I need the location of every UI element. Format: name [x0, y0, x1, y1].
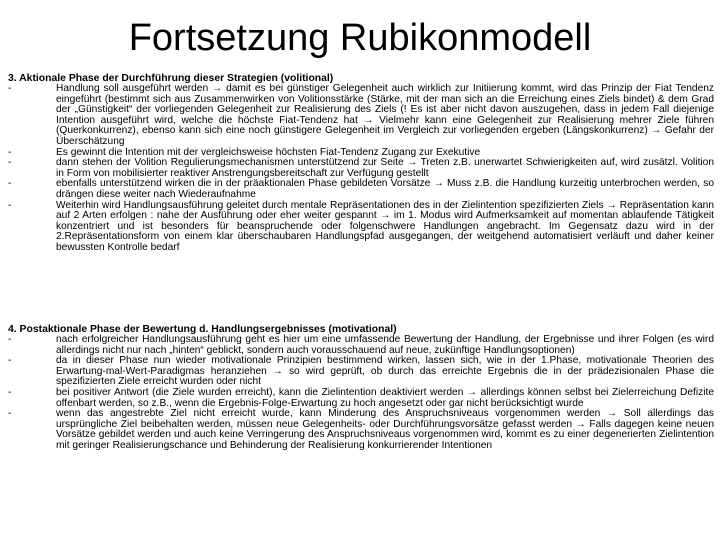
heading-text: 3. Aktionale Phase der Durchführung dieser Strategien: [8, 73, 278, 84]
section-postaktionale-phase: [8, 324, 714, 452]
bullet-text: Weiterhin wird Handlungsausführung geleitet durch mentale Repräsentationen des in der Zielintention spezifizierten Ziels → Repräsentation kann auf 2 Arten erfolgen : nahe der Ausführung oder eher weiter gespannt → im 1. Modus wird Aufmerksamkeit auf momentan ablaufende Tätigkeit konzentriert und ist besonders für beanspruchende oder folgenschwere Handlungen angebracht. Im Gegensatz dazu wird in der 2.Repräsentationsform von einem klar überschaubaren Handlungspfad ausgegangen, der weitgehend automatisiert verläuft und daher keiner bewussten Kontrolle bedarf: [56, 199, 714, 253]
dash-bullet: -: [8, 408, 12, 420]
bullet-text: Es gewinnt die Intention mit der vergleichsweise höchsten Fiat-Tendenz Zugang zur Exekutive: [56, 146, 481, 158]
bullet-item: [8, 335, 714, 356]
bullet-text: ebenfalls unterstützend wirken die in der präaktionalen Phase gebildeten Vorsätze → Muss z.B. die Handlung kurzeitig unterbrochen werden, so drängen diese weiter nach Wiederaufnahme: [56, 178, 714, 200]
bullet-text: da in dieser Phase nun wieder motivationale Prinzipien bestimmend wirken, lassen sich, wie in der 1.Phase, motivationale Theorien des Erwartung-mal-Wert-Paradigmas heranziehen → so wird geprüft, ob durch das erreichte Ergebnis die in der prädezisionalen Phase die spezifizierten Ziele erreicht wurden oder nicht: [56, 355, 714, 388]
section-aktionale-phase: [8, 73, 714, 254]
heading-text: 4. Postaktionale Phase der Bewertung d. Handlungsergebnisses: [8, 324, 326, 335]
bullet-text: bei positiver Antwort (die Ziele wurden erreicht), kann die Zielintention deaktiviert werden → allerdings können selbst bei Zielerreichung Defizite offenbart werden, so z.B., wenn die Ergebnis-Folge-Erwartung zu hoch angesetzt oder gar nicht berücksichtigt wurde: [56, 386, 714, 409]
bullet-text: dann stehen der Volition Regulierungsmechanismen unterstützend zur Seite → Treten z.B. unerwartet Schwierigkeiten auf, wird zusätzl. Volition in Form von mobilisierter reaktiver Anstrengungsbereitschaft zur Verfügung gestellt: [56, 157, 714, 179]
dash-bullet: -: [8, 199, 12, 211]
heading-tag: (motivational): [328, 324, 397, 335]
dash-bullet: -: [8, 157, 12, 169]
dash-bullet: -: [8, 178, 12, 190]
bullet-text: wenn das angestrebte Ziel nicht erreicht wurde, kann Minderung des Anspruchsniveaus vorgenommen werden → Soll allerdings das ursprüngliche Ziel beibehalten werden, müssen neue Gelegenheits- oder Durchführungsvorsätze gefasst werden → Falls dagegen keine neuen Vorsätze gebildet werden und auch keine Verringerung des Anspruchsniveaus vorgenommen wird, kommt es zu einer degenerierten Zielintention mit geringer Realisierungschance und Behinderung der Realisierung konkurrierender Intentionen: [56, 408, 714, 451]
heading-tag: (volitional): [280, 73, 334, 84]
bullet-text: Handlung soll ausgeführt werden → damit es bei günstiger Gelegenheit auch wirklich zur Initiierung kommt, wird das Prinzip der Fiat Tendenz eingeführt (bestimmt sich aus Zusammenwirken von Volitionsstärke (Stärke, mit der man sich an die Erreichung eines Ziels bindet) & dem Grad der „Günstigkeit“ der vorliegenden Gelegenheit zur Realisierung des Ziels (! Es ist aber nicht davon auszugehen, dass in jedem Fall diejenige Intention ausgeführt wird, welche die höchste Fiat-Tendenz hat → Vielmehr kann eine Gelegenheit zur Realisierung mehrer Ziele führen (Querkonkurrenz), ebenso kann sich eine noch günstigere Gelegenheit im Vergleich zur vorliegenden ergeben (Längskonkurrenz) → Gefahr der Überschätzung: [56, 83, 714, 147]
bullet-item: [8, 158, 714, 179]
bullet-item: [8, 201, 714, 254]
bullet-item: [8, 356, 714, 388]
slide-title: Fortsetzung Rubikonmodell: [128, 17, 592, 59]
bullet-item: [8, 409, 714, 451]
bullet-text: nach erfolgreicher Handlungsausführung geht es hier um eine umfassende Bewertung der Handlung, der Ergebnisse und ihrer Folgen (es wird allerdings nicht nur nach „hinten“ geblickt, sondern auch vorausschauend auf neue, zukünftige Handlungsoptionen): [56, 334, 714, 356]
dash-bullet: -: [8, 83, 12, 94]
bullet-item: [8, 388, 714, 409]
dash-bullet: -: [8, 146, 12, 158]
bullet-item: [8, 84, 714, 148]
dash-bullet: -: [8, 355, 12, 367]
dash-bullet: -: [8, 386, 12, 398]
bullet-item: [8, 179, 714, 200]
dash-bullet: -: [8, 334, 12, 345]
